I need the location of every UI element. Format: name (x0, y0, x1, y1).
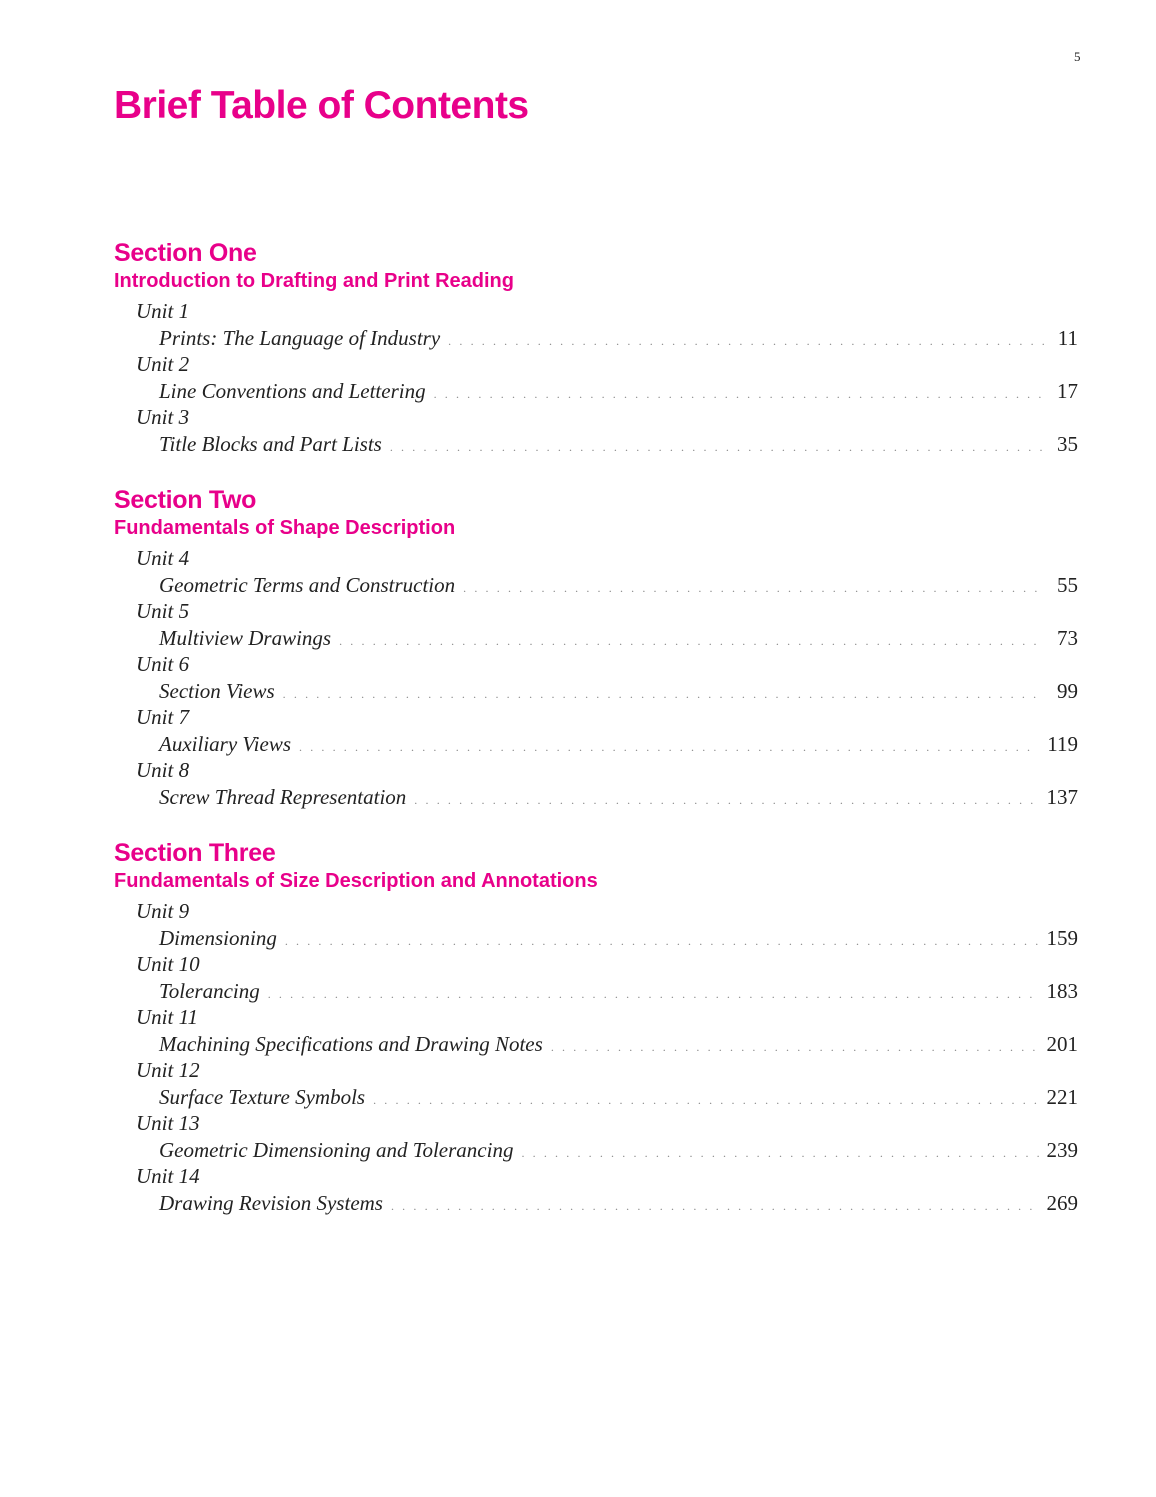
toc-section-two (114, 485, 1078, 810)
toc-entry-unit-7[interactable] (114, 704, 1078, 757)
unit-page-number: 99 (1057, 678, 1078, 703)
toc-entry-unit-10[interactable] (114, 951, 1078, 1004)
toc-entry-unit-12[interactable] (114, 1057, 1078, 1110)
dot-leader (373, 1087, 1038, 1114)
unit-label: Unit 10 (136, 952, 200, 976)
toc-entry-unit-8[interactable] (114, 757, 1078, 810)
unit-title: Machining Specifications and Drawing Notes (159, 1031, 543, 1056)
toc-entry-unit-9[interactable] (114, 898, 1078, 951)
unit-page-number: 239 (1046, 1137, 1078, 1162)
dot-leader (268, 981, 1039, 1008)
unit-label: Unit 7 (136, 705, 190, 729)
dot-leader (285, 928, 1039, 955)
unit-page-number: 73 (1057, 625, 1078, 650)
unit-title: Drawing Revision Systems (159, 1190, 383, 1215)
unit-label: Unit 2 (136, 352, 190, 376)
page-number: 5 (1074, 49, 1081, 64)
unit-title: Line Conventions and Lettering (159, 378, 426, 403)
unit-title: Auxiliary Views (159, 731, 291, 756)
unit-page-number: 55 (1057, 572, 1078, 597)
toc-section-three (114, 838, 1078, 1216)
section-subtitle: Fundamentals of Shape Description (114, 517, 456, 539)
unit-title: Geometric Terms and Construction (159, 572, 456, 597)
unit-label: Unit 3 (136, 405, 190, 429)
unit-label: Unit 14 (136, 1164, 200, 1188)
dot-leader (283, 681, 1044, 708)
toc-entry-unit-5[interactable] (114, 598, 1078, 651)
unit-title: Surface Texture Symbols (159, 1084, 366, 1109)
dot-leader (391, 1193, 1039, 1220)
toc-entry-unit-4[interactable] (114, 545, 1078, 598)
page-title: Brief Table of Contents (114, 84, 529, 127)
section-label: Section One (114, 239, 257, 267)
unit-page-number: 183 (1046, 978, 1078, 1003)
dot-leader (521, 1140, 1038, 1167)
unit-title: Dimensioning (159, 925, 277, 950)
toc-entry-unit-2[interactable] (114, 351, 1078, 404)
section-label: Section Two (114, 486, 257, 514)
unit-title: Screw Thread Representation (159, 784, 407, 809)
section-subtitle: Fundamentals of Size Description and Annotations (114, 870, 598, 892)
unit-page-number: 269 (1046, 1190, 1078, 1215)
unit-label: Unit 4 (136, 546, 190, 570)
unit-label: Unit 9 (136, 899, 190, 923)
unit-page-number: 137 (1046, 784, 1078, 809)
unit-title: Geometric Dimensioning and Tolerancing (159, 1137, 514, 1162)
unit-title: Section Views (159, 678, 275, 703)
dot-leader (339, 628, 1044, 655)
dot-leader (414, 787, 1038, 814)
dot-leader (448, 328, 1044, 355)
unit-label: Unit 13 (136, 1111, 200, 1135)
unit-title: Title Blocks and Part Lists (159, 431, 382, 456)
unit-label: Unit 11 (136, 1005, 199, 1029)
toc-entry-unit-13[interactable] (114, 1110, 1078, 1163)
unit-label: Unit 1 (136, 299, 190, 323)
unit-page-number: 201 (1046, 1031, 1078, 1056)
section-label: Section Three (114, 839, 276, 867)
unit-label: Unit 12 (136, 1058, 200, 1082)
dot-leader (551, 1034, 1039, 1061)
dot-leader (434, 381, 1044, 408)
dot-leader (299, 734, 1039, 761)
toc-sections (114, 238, 1078, 1244)
unit-label: Unit 8 (136, 758, 190, 782)
toc-section-one (114, 238, 1078, 457)
toc-entry-unit-11[interactable] (114, 1004, 1078, 1057)
toc-entry-unit-14[interactable] (114, 1163, 1078, 1216)
section-subtitle: Introduction to Drafting and Print Reading (114, 270, 514, 292)
unit-label: Unit 6 (136, 652, 190, 676)
dot-leader (390, 434, 1044, 461)
unit-page-number: 17 (1057, 378, 1078, 403)
unit-page-number: 159 (1046, 925, 1078, 950)
unit-title: Multiview Drawings (159, 625, 332, 650)
unit-page-number: 119 (1047, 731, 1078, 756)
dot-leader (463, 575, 1044, 602)
unit-title: Prints: The Language of Industry (159, 325, 441, 350)
unit-label: Unit 5 (136, 599, 190, 623)
unit-page-number: 35 (1057, 431, 1078, 456)
unit-title: Tolerancing (159, 978, 260, 1003)
toc-entry-unit-6[interactable] (114, 651, 1078, 704)
unit-page-number: 11 (1057, 325, 1078, 350)
unit-page-number: 221 (1046, 1084, 1078, 1109)
toc-entry-unit-3[interactable] (114, 404, 1078, 457)
toc-entry-unit-1[interactable] (114, 298, 1078, 351)
